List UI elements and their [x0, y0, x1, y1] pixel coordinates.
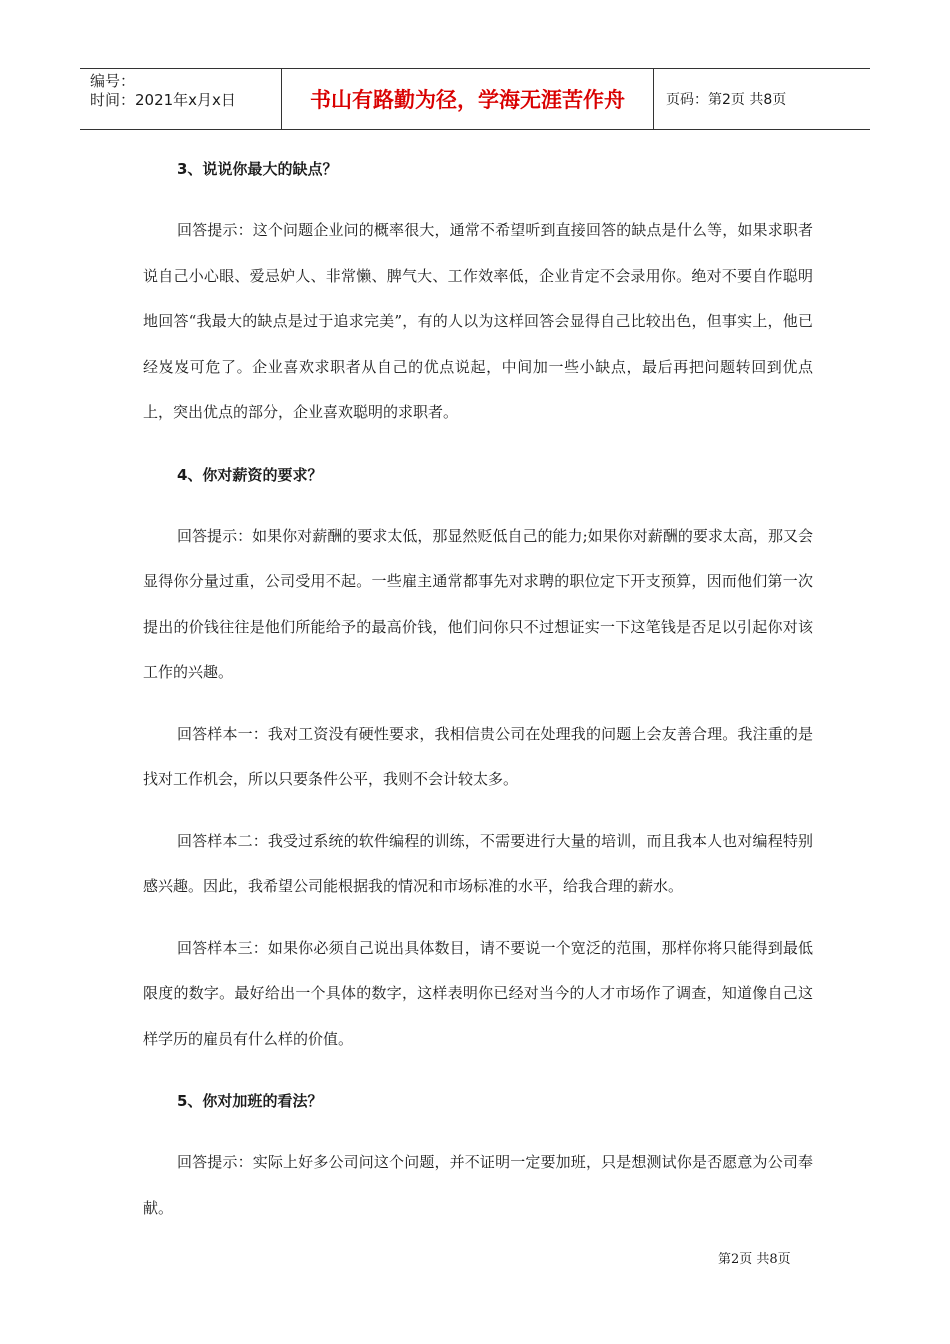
section-heading: 5、你对加班的看法？ — [177, 1092, 323, 1110]
document-body — [143, 146, 813, 1231]
paragraph: 回答样本二：我受过系统的软件编程的训练，不需要进行大量的培训，而且我本人也对编程特别感兴趣。因此，我希望公司能根据我的情况和市场标准的水平，给我合理的薪水。 — [143, 831, 813, 895]
paragraph: 回答样本一：我对工资没有硬性要求，我相信贵公司在处理我的问题上会友善合理。我注重的是找对工作机会，所以只要条件公平，我则不会计较太多。 — [143, 724, 813, 788]
section-3 — [143, 146, 813, 436]
page-header — [80, 68, 870, 130]
header-motto: 书山有路勤为径，学海无涯苦作舟 — [282, 69, 654, 129]
document-date: 时间：2021年x月x日 — [90, 91, 236, 109]
paragraph: 回答样本三：如果你必须自己说出具体数目，请不要说一个宽泛的范围，那样你将只能得到最低限度的数字。最好给出一个具体的数字，这样表明你已经对当今的人才市场作了调查，知道像自己这样学历的雇员有什么样的价值。 — [143, 938, 813, 1048]
page-footer: 第2页 共8页 — [718, 1252, 791, 1267]
section-5 — [143, 1078, 813, 1231]
section-4 — [143, 452, 813, 1063]
document-number: 编号： — [90, 72, 136, 90]
paragraph: 回答提示：这个问题企业问的概率很大，通常不希望听到直接回答的缺点是什么等，如果求职者说自己小心眼、爱忌妒人、非常懒、脾气大、工作效率低，企业肯定不会录用你。绝对不要自作聪明地回答“我最大的缺点是过于追求完美”，有的人以为这样回答会显得自己比较出色，但事实上，他已经岌岌可危了。企业喜欢求职者从自己的优点说起，中间加一些小缺点，最后再把问题转回到优点上，突出优点的部分，企业喜欢聪明的求职者。 — [143, 221, 813, 421]
paragraph: 回答提示：如果你对薪酬的要求太低，那显然贬低自己的能力;如果你对薪酬的要求太高，那又会显得你分量过重，公司受用不起。一些雇主通常都事先对求聘的职位定下开支预算，因而他们第一次提出的价钱往往是他们所能给予的最高价钱，他们问你只不过想证实一下这笔钱是否足以引起你对该工作的兴趣。 — [143, 526, 813, 681]
header-meta — [80, 69, 282, 129]
section-heading: 4、你对薪资的要求？ — [177, 465, 323, 484]
section-heading: 3、说说你最大的缺点？ — [177, 160, 338, 178]
header-page-number: 页码：第2页 共8页 — [666, 92, 787, 108]
paragraph: 回答提示：实际上好多公司问这个问题，并不证明一定要加班，只是想测试你是否愿意为公司奉献。 — [143, 1153, 813, 1217]
